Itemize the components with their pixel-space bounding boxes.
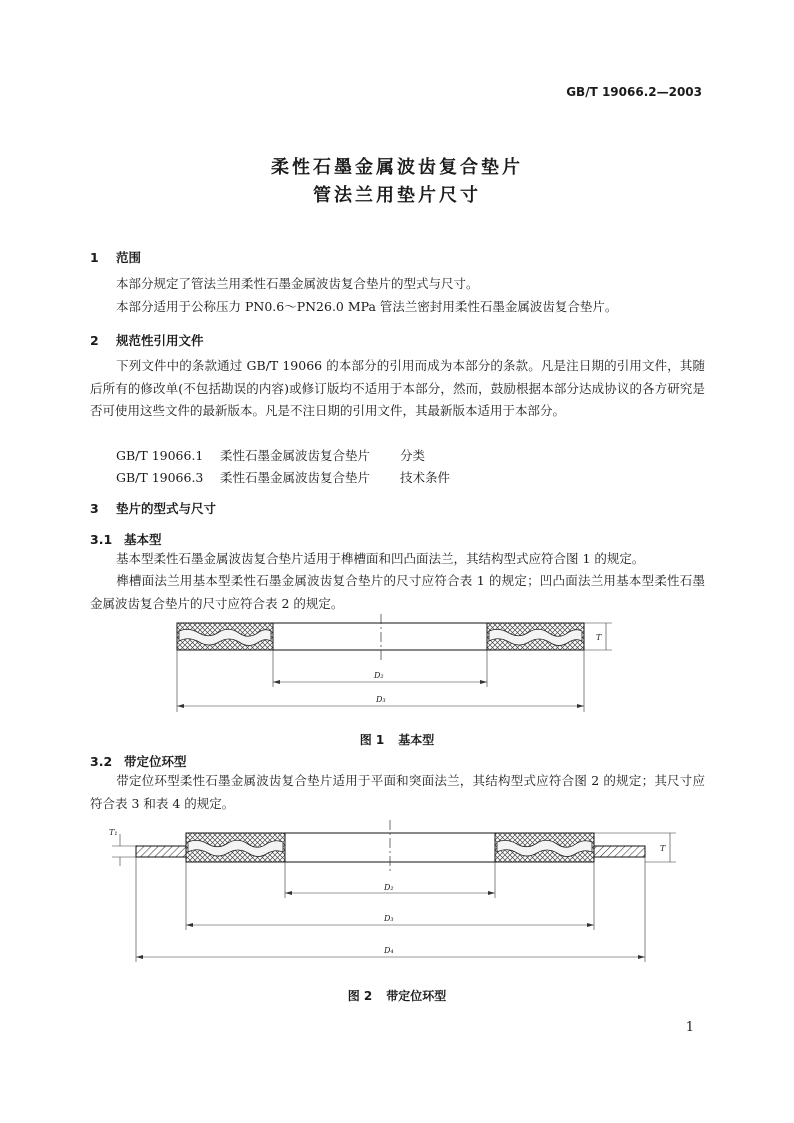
subsection-title: 基本型 — [124, 532, 162, 547]
dimension-label-d2: D₂ — [384, 883, 394, 892]
gasket-right-section — [487, 623, 584, 650]
dimension-label-d4: D₄ — [384, 946, 394, 955]
reference-name: 柔性石墨金属波齿复合垫片 — [220, 470, 371, 485]
section-2-paragraph-1 — [90, 355, 705, 423]
figure-1-drawing — [0, 610, 794, 720]
section-number: 2 — [90, 333, 99, 348]
subsection-number: 3.1 — [90, 532, 113, 547]
reference-topic: 技术条件 — [400, 470, 451, 485]
locating-ring-left — [136, 846, 186, 857]
section-title: 规范性引用文件 — [116, 333, 204, 348]
section-number: 1 — [90, 250, 99, 265]
figure-2-caption — [0, 987, 794, 1004]
reference-topic: 分类 — [400, 448, 426, 463]
dimension-label-t1: T₁ — [109, 828, 118, 837]
dimension-label-t: T — [596, 633, 602, 642]
page-number: 1 — [685, 1020, 694, 1035]
dimension-label-d2: D₂ — [374, 671, 384, 680]
reference-item — [116, 468, 450, 486]
paragraph-text: 带定位环型柔性石墨金属波齿复合垫片适用于平面和突面法兰，其结构型式应符合图 2 的规定；其尺寸应符合表 3 和表 4 的规定。 — [90, 773, 705, 811]
paragraph-text: 下列文件中的条款通过 GB/T 19066 的本部分的引用而成为本部分的条款。凡是注日期的引用文件，其随后所有的修改单(不包括勘误的内容)或修订版均不适用于本部分，然而，鼓励根据本部分达成协议的各方研究是否可使用这些文件的最新版本。凡是不注日期的引用文件，其最新版本适用于本部分。 — [90, 358, 705, 418]
figure-1-caption — [0, 731, 794, 748]
reference-code: GB/T 19066.1 — [116, 448, 204, 463]
subsection-3-1-paragraph-2 — [90, 570, 705, 615]
section-title: 范围 — [116, 250, 142, 265]
section-2-heading — [90, 331, 204, 349]
section-1-heading — [90, 248, 141, 266]
reference-name: 柔性石墨金属波齿复合垫片 — [220, 448, 371, 463]
figure-title: 带定位环型 — [386, 989, 447, 1003]
reference-code: GB/T 19066.3 — [116, 470, 204, 485]
standard-number: GB/T 19066.2—2003 — [566, 85, 702, 99]
gasket-right-section — [495, 833, 594, 862]
paragraph-text: 榫槽面法兰用基本型柔性石墨金属波齿复合垫片的尺寸应符合表 1 的规定；凹凸面法兰用基本型柔性石墨金属波齿复合垫片的尺寸应符合表 2 的规定。 — [90, 573, 705, 611]
section-1-paragraph-1 — [90, 273, 705, 296]
section-title: 垫片的型式与尺寸 — [116, 501, 217, 516]
paragraph-text: 本部分适用于公称压力 PN0.6～PN26.0 MPa 管法兰密封用柔性石墨金属波齿复合垫片。 — [116, 299, 618, 314]
gasket-left-section — [177, 623, 273, 650]
subsection-3-2-paragraph-1 — [90, 770, 705, 815]
subsection-title: 带定位环型 — [124, 754, 187, 769]
paragraph-text: 基本型柔性石墨金属波齿复合垫片适用于榫槽面和凹凸面法兰，其结构型式应符合图 1 的规定。 — [116, 551, 645, 566]
subsection-number: 3.2 — [90, 754, 113, 769]
section-number: 3 — [90, 501, 99, 516]
figure-number: 图 2 — [347, 989, 373, 1003]
figure-number: 图 1 — [359, 733, 385, 747]
document-title-line1: 柔性石墨金属波齿复合垫片 — [271, 157, 523, 178]
dimension-label-d3: D₃ — [384, 914, 394, 923]
figure-title: 基本型 — [398, 733, 435, 747]
subsection-3-2-heading — [90, 752, 187, 770]
section-3-heading — [90, 499, 216, 517]
dimension-label-t: T — [660, 844, 666, 853]
locating-ring-right — [594, 846, 645, 857]
figure-2-drawing — [0, 815, 794, 975]
reference-item — [116, 446, 425, 464]
gasket-left-section — [186, 833, 285, 862]
section-1-paragraph-2 — [90, 296, 705, 319]
subsection-3-1-heading — [90, 530, 162, 548]
dimension-label-d3: D₃ — [376, 695, 386, 704]
document-title-line2: 管法兰用垫片尺寸 — [313, 185, 481, 206]
subsection-3-1-paragraph-1 — [90, 548, 705, 571]
paragraph-text: 本部分规定了管法兰用柔性石墨金属波齿复合垫片的型式与尺寸。 — [116, 276, 479, 291]
